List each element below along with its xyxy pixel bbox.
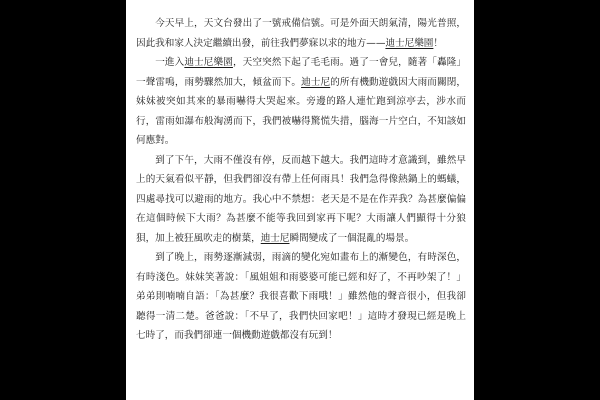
underlined-place-name: 迪士尼: [301, 76, 331, 88]
paragraph-3: [136, 151, 466, 249]
paragraph-text: ，天空突然下起了毛毛雨。過了一會兒，隨著「轟隆」一聲雷鳴，雨勢驟然加大，傾盆而下。: [136, 57, 467, 88]
underlined-place-name: 迪士尼: [260, 232, 290, 244]
paragraph-text: 瞬間變成了一個混亂的場景。: [289, 232, 415, 244]
paragraph-2: [136, 53, 466, 151]
paragraph-1: [136, 14, 466, 53]
underlined-place-name: 迪士尼樂園: [184, 57, 233, 68]
paragraph-4: [136, 248, 466, 346]
paragraph-text: 的所有機動遊戲因大雨而關閉，妹妹被突如其來的暴雨嚇得大哭起來。旁邊的路人連忙跑到涼亭去，涉水而行，雷雨如瀑布般淘湧而下，我們被嚇得驚慌失措，腦海一片空白，不知該如何應對。: [136, 76, 467, 146]
paragraph-text: 到了晚上，雨勢逐漸減弱，雨滴的變化宛如畫布上的漸變色，有時深色，有時淺色。妹妹笑著說：「風姐姐和雨婆婆可能已經和好了，不再吵架了！」弟弟則喃喃自語：「為甚麼？我很喜歡下雨哦！」雖然他的聲音很小，但我卻聽得一清二楚。爸爸說：「不早了，我們快回家吧！」這時才發現已經是晚上七時了，而我們卻連一個機動遊戲都沒有玩到！: [136, 252, 466, 341]
paragraph-text: 一進入: [155, 57, 185, 68]
document-page: [126, 0, 474, 400]
essay-body: [136, 14, 466, 346]
underlined-place-name: 迪士尼樂園: [385, 37, 434, 49]
paragraph-text: ！: [433, 37, 443, 49]
paragraph-text: 今天早上，天文台發出了一號戒備信號。可是外面天朗氣清，陽光普照，因此我和家人決定繼續出發，前往我們夢寐以求的地方——: [136, 18, 466, 49]
paragraph-text: 到了下午，大雨不僅沒有停，反而越下越大。我們這時才意識到，雖然早上的天氣看似平靜，但我們卻沒有帶上任何雨具！我們急得像熱鍋上的螞蟻，四處尋找可以避雨的地方。我心中不禁想：老天是不是在作弄我？為甚麼偏偏在這個時候下大雨？為甚麼不能等我回到家再下呢？大雨讓人們顯得十分狼狽，加上被狂風吹走的樹葉，: [136, 154, 466, 244]
